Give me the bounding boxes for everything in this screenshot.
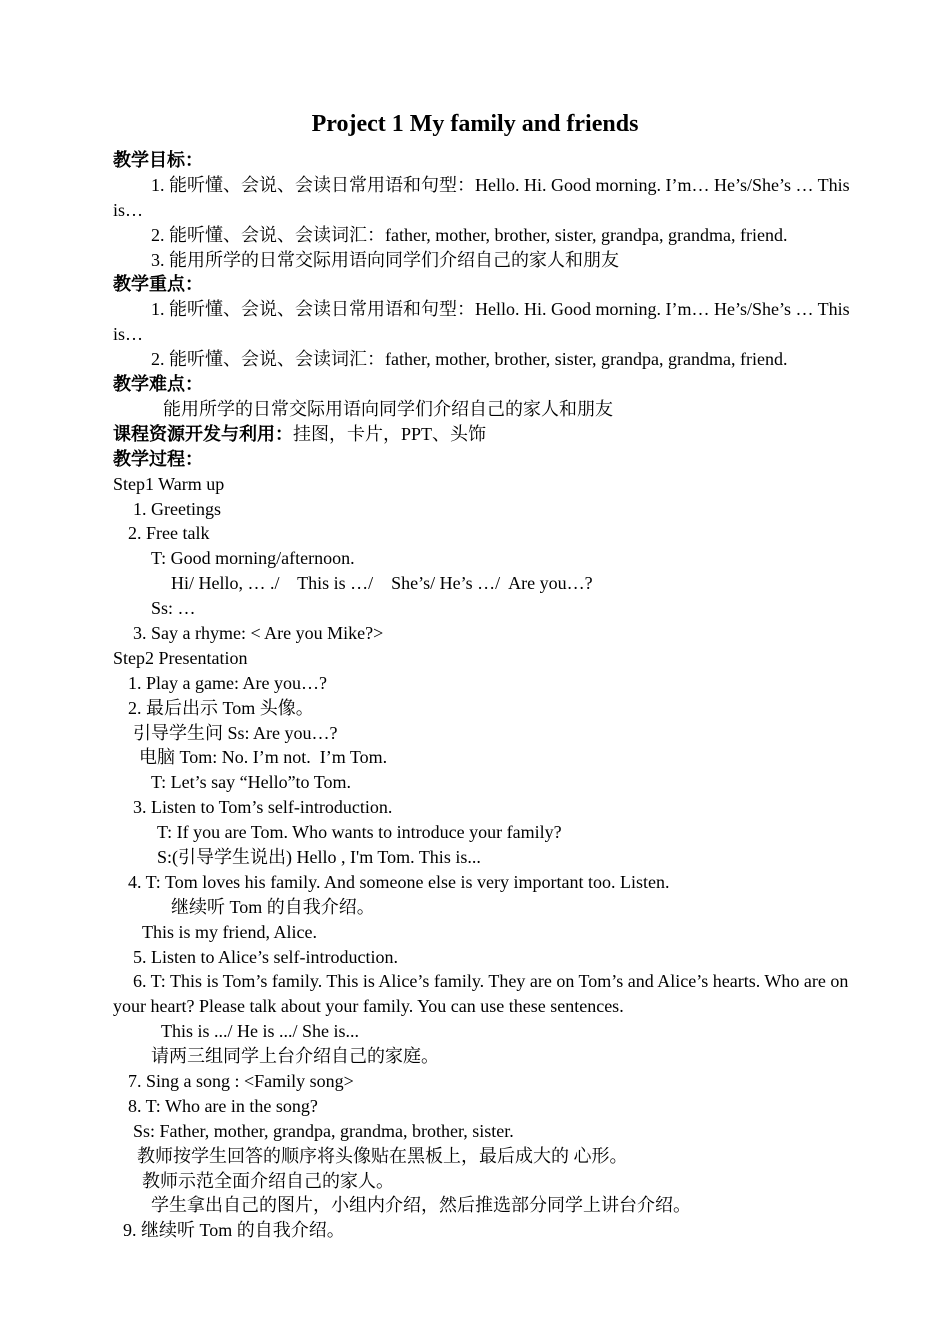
list-item: Ss: Father, mother, grandpa, grandma, brother, sister. <box>133 1120 514 1141</box>
list-item: 引导学生问 Ss: Are you…? <box>133 722 338 743</box>
difficulty-heading: 教学难点： <box>113 374 203 395</box>
list-item: 教师按学生回答的顺序将头像贴在黑板上，最后成大的 心形。 <box>137 1145 628 1166</box>
keypoints-heading: 教学重点： <box>113 274 203 295</box>
process-heading: 教学过程： <box>113 448 203 469</box>
list-item: Ss: … <box>151 598 196 619</box>
step-heading: Step2 Presentation <box>113 647 248 668</box>
list-item: 7. Sing a song : <Family song> <box>128 1071 354 1091</box>
list-item: 9. 继续听 Tom 的自我介绍。 <box>123 1220 345 1241</box>
list-item: This is .../ He is .../ She is... <box>161 1021 360 1042</box>
page-title: Project 1 My family and friends <box>311 111 639 137</box>
keypoint-item: 1. 能听懂、会说、会读日常用语和句型：Hello. Hi. Good morning. I’m… He’s/She’s … This is… <box>113 299 850 345</box>
list-item: 5. Listen to Alice’s self-introduction. <box>133 946 398 967</box>
list-item: 2. Free talk <box>128 523 210 544</box>
list-item: T: If you are Tom. Who wants to introduce your family? <box>157 822 562 843</box>
list-item: 3. Listen to Tom’s self-introduction. <box>133 797 393 818</box>
list-item: 4. T: Tom loves his family. And someone else is very important too. Listen. <box>128 871 670 892</box>
list-item: Hi/ Hello, … ./ This is …/ She’s/ He’s …/ Are you…? <box>171 573 593 594</box>
list-item: 继续听 Tom 的自我介绍。 <box>171 896 375 917</box>
list-item: 2. 最后出示 Tom 头像。 <box>128 697 314 718</box>
resources-text: 挂图，卡片，PPT、头饰 <box>293 423 487 444</box>
list-item: T: Let’s say “Hello”to Tom. <box>151 772 351 793</box>
document-body <box>113 148 863 1243</box>
list-item: 1. Greetings <box>133 498 221 519</box>
step-heading: Step1 Warm up <box>113 473 225 494</box>
list-item: 学生拿出自己的图片，小组内介绍，然后推选部分同学上讲台介绍。 <box>151 1195 691 1216</box>
list-item: 8. T: Who are in the song? <box>128 1095 318 1116</box>
list-item: T: Good morning/afternoon. <box>151 548 355 569</box>
list-item: 1. Play a game: Are you…? <box>128 672 327 693</box>
resources-heading: 课程资源开发与利用： <box>113 423 293 444</box>
goal-item: 2. 能听懂、会说、会读词汇：father, mother, brother, sister, grandpa, grandma, friend. <box>151 224 788 245</box>
list-item: 6. T: This is Tom’s family. This is Alice’s family. They are on Tom’s and Alice’s hearts. Who are on your heart? Please talk about your family. You can use these sentences. <box>113 971 849 1017</box>
list-item: 教师示范全面介绍自己的家人。 <box>142 1170 394 1191</box>
difficulty-text: 能用所学的日常交际用语向同学们介绍自己的家人和朋友 <box>163 398 613 419</box>
list-item: 3. Say a rhyme: < Are you Mike?> <box>133 622 384 643</box>
list-item: S:(引导学生说出) Hello , I'm Tom. This is... <box>157 846 481 867</box>
list-item: This is my friend, Alice. <box>142 921 317 942</box>
list-item: 电脑 Tom: No. I’m not. I’m Tom. <box>139 747 388 768</box>
goal-item: 1. 能听懂、会说、会读日常用语和句型：Hello. Hi. Good morning. I’m… He’s/She’s … This is… <box>113 174 850 220</box>
keypoint-item: 2. 能听懂、会说、会读词汇：father, mother, brother, sister, grandpa, grandma, friend. <box>151 349 788 370</box>
list-item: 请两三组同学上台介绍自己的家庭。 <box>151 1046 439 1067</box>
goals-heading: 教学目标： <box>113 150 203 170</box>
goal-item: 3. 能用所学的日常交际用语向同学们介绍自己的家人和朋友 <box>151 249 619 270</box>
